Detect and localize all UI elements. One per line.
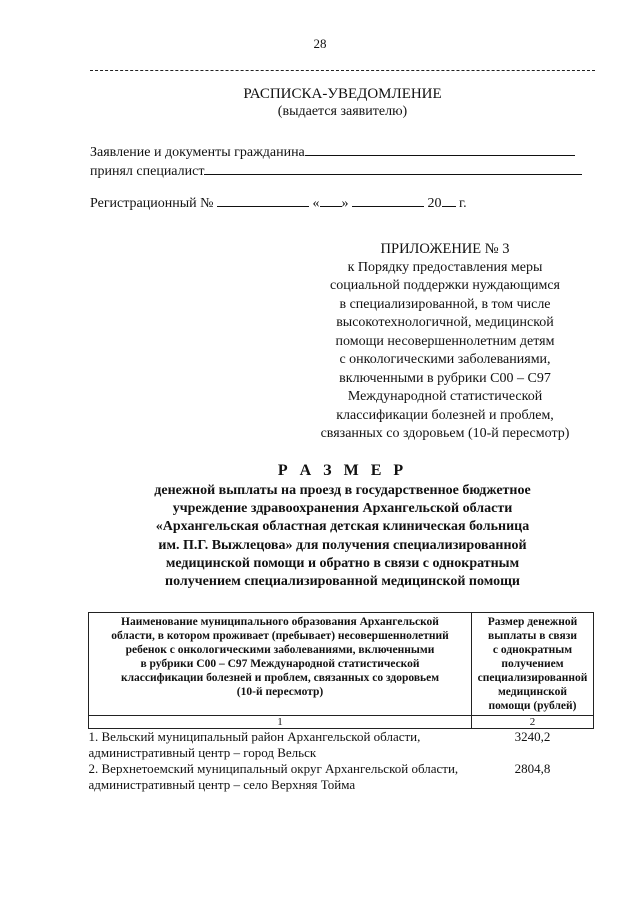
header-text-line: получением: [501, 658, 564, 670]
appendix-block: [300, 240, 590, 444]
size-description: [120, 482, 565, 591]
registration-label: Регистрационный №: [90, 196, 214, 211]
specialist-blank[interactable]: [204, 161, 582, 175]
header-text-line: области, в котором проживает (пребывает) несовершеннолетний: [111, 630, 449, 642]
appendix-line: высокотехнологичной, медицинской: [336, 315, 554, 330]
header-text-line: с однократным: [492, 644, 573, 656]
payment-amount: 2804,8: [514, 761, 551, 776]
page-number: 28: [313, 36, 327, 51]
column-number: 1: [89, 716, 472, 729]
header-text-line: в рубрики С00 – С97 Международной статистической: [140, 658, 420, 670]
year-blank[interactable]: [442, 193, 456, 207]
payment-table: [88, 612, 594, 793]
cut-line-divider: [90, 70, 595, 71]
header-municipality: [89, 613, 472, 716]
header-text-line: классификации болезней и проблем, связанных со здоровьем: [120, 672, 440, 684]
size-description-line: медицинской помощи и обратно в связи с однократным: [165, 555, 520, 571]
header-text-line: специализированной: [477, 672, 588, 684]
municipality-name: [89, 729, 472, 762]
municipality-line: административный центр – село Верхняя Тойма: [88, 777, 356, 792]
registration-line: [90, 193, 467, 212]
appendix-line: включенными в рубрики С00 – С97: [339, 370, 551, 386]
header-text-line: ребенок с онкологическими заболеваниями, включенными: [125, 644, 435, 656]
municipality-line: административный центр – город Вельск: [88, 745, 317, 760]
appendix-line: Международной статистической: [347, 389, 543, 404]
appendix-line: в специализированной, в том числе: [339, 296, 551, 312]
receipt-title: РАСПИСКА-УВЕДОМЛЕНИЕ: [243, 86, 442, 102]
column-number-row: [89, 716, 594, 729]
header-text-line: Наименование муниципального образования Архангельской: [121, 616, 439, 628]
size-heading: Р А З М Е Р: [277, 462, 408, 479]
size-description-line: учреждение здравоохранения Архангельской области: [172, 501, 513, 517]
appendix-line: с онкологическими заболеваниями,: [339, 352, 551, 367]
payment-amount: 3240,2: [514, 729, 551, 744]
municipality-line: 1. Вельский муниципальный район Архангельской области,: [88, 729, 421, 744]
appendix-line: помощи несовершеннолетним детям: [335, 333, 555, 349]
applicant-blank[interactable]: [305, 142, 575, 156]
header-text-line: медицинской: [497, 686, 568, 698]
registration-number-blank[interactable]: [217, 193, 309, 207]
header-text-line: выплаты в связи: [488, 630, 577, 642]
header-text-line: Размер денежной: [487, 616, 578, 628]
column-number: 2: [472, 716, 594, 729]
appendix-line: к Порядку предоставления меры: [347, 259, 543, 275]
header-payment-amount: [472, 613, 594, 716]
day-open-quote: «: [312, 196, 320, 211]
day-blank[interactable]: [320, 193, 342, 207]
table-header-row: [89, 613, 594, 716]
appendix-line: социальной поддержки нуждающимся: [330, 278, 560, 293]
size-description-line: денежной выплаты на проезд в государственное бюджетное: [154, 483, 531, 498]
receipt-subtitle: (выдается заявителю): [277, 104, 408, 119]
appendix-line: связанных со здоровьем (10-й пересмотр): [320, 426, 570, 441]
header-text-line: (10-й пересмотр): [236, 686, 324, 698]
size-description-line: им. П.Г. Выжлецова» для получения специализированной: [158, 537, 527, 553]
year-suffix: г.: [459, 196, 467, 211]
table-row: [89, 729, 594, 762]
appendix-line: классификации болезней и проблем,: [336, 407, 554, 423]
applicant-label: Заявление и документы гражданина: [90, 145, 305, 160]
specialist-label: принял специалист: [90, 164, 205, 179]
applicant-line: [90, 142, 575, 161]
size-description-line: «Архангельская областная детская клиническая больница: [155, 519, 530, 535]
day-close-quote: »: [341, 196, 349, 211]
municipality-name: [89, 761, 472, 793]
header-text-line: помощи (рублей): [488, 700, 577, 712]
month-blank[interactable]: [352, 193, 424, 207]
size-description-line: получением специализированной медицинской помощи: [165, 574, 520, 590]
appendix-title: ПРИЛОЖЕНИЕ № 3: [380, 241, 510, 257]
year-prefix: 20: [427, 196, 442, 211]
municipality-line: 2. Верхнетоемский муниципальный округ Архангельской области,: [88, 761, 459, 776]
specialist-line: [90, 161, 582, 180]
table-row: [89, 761, 594, 793]
